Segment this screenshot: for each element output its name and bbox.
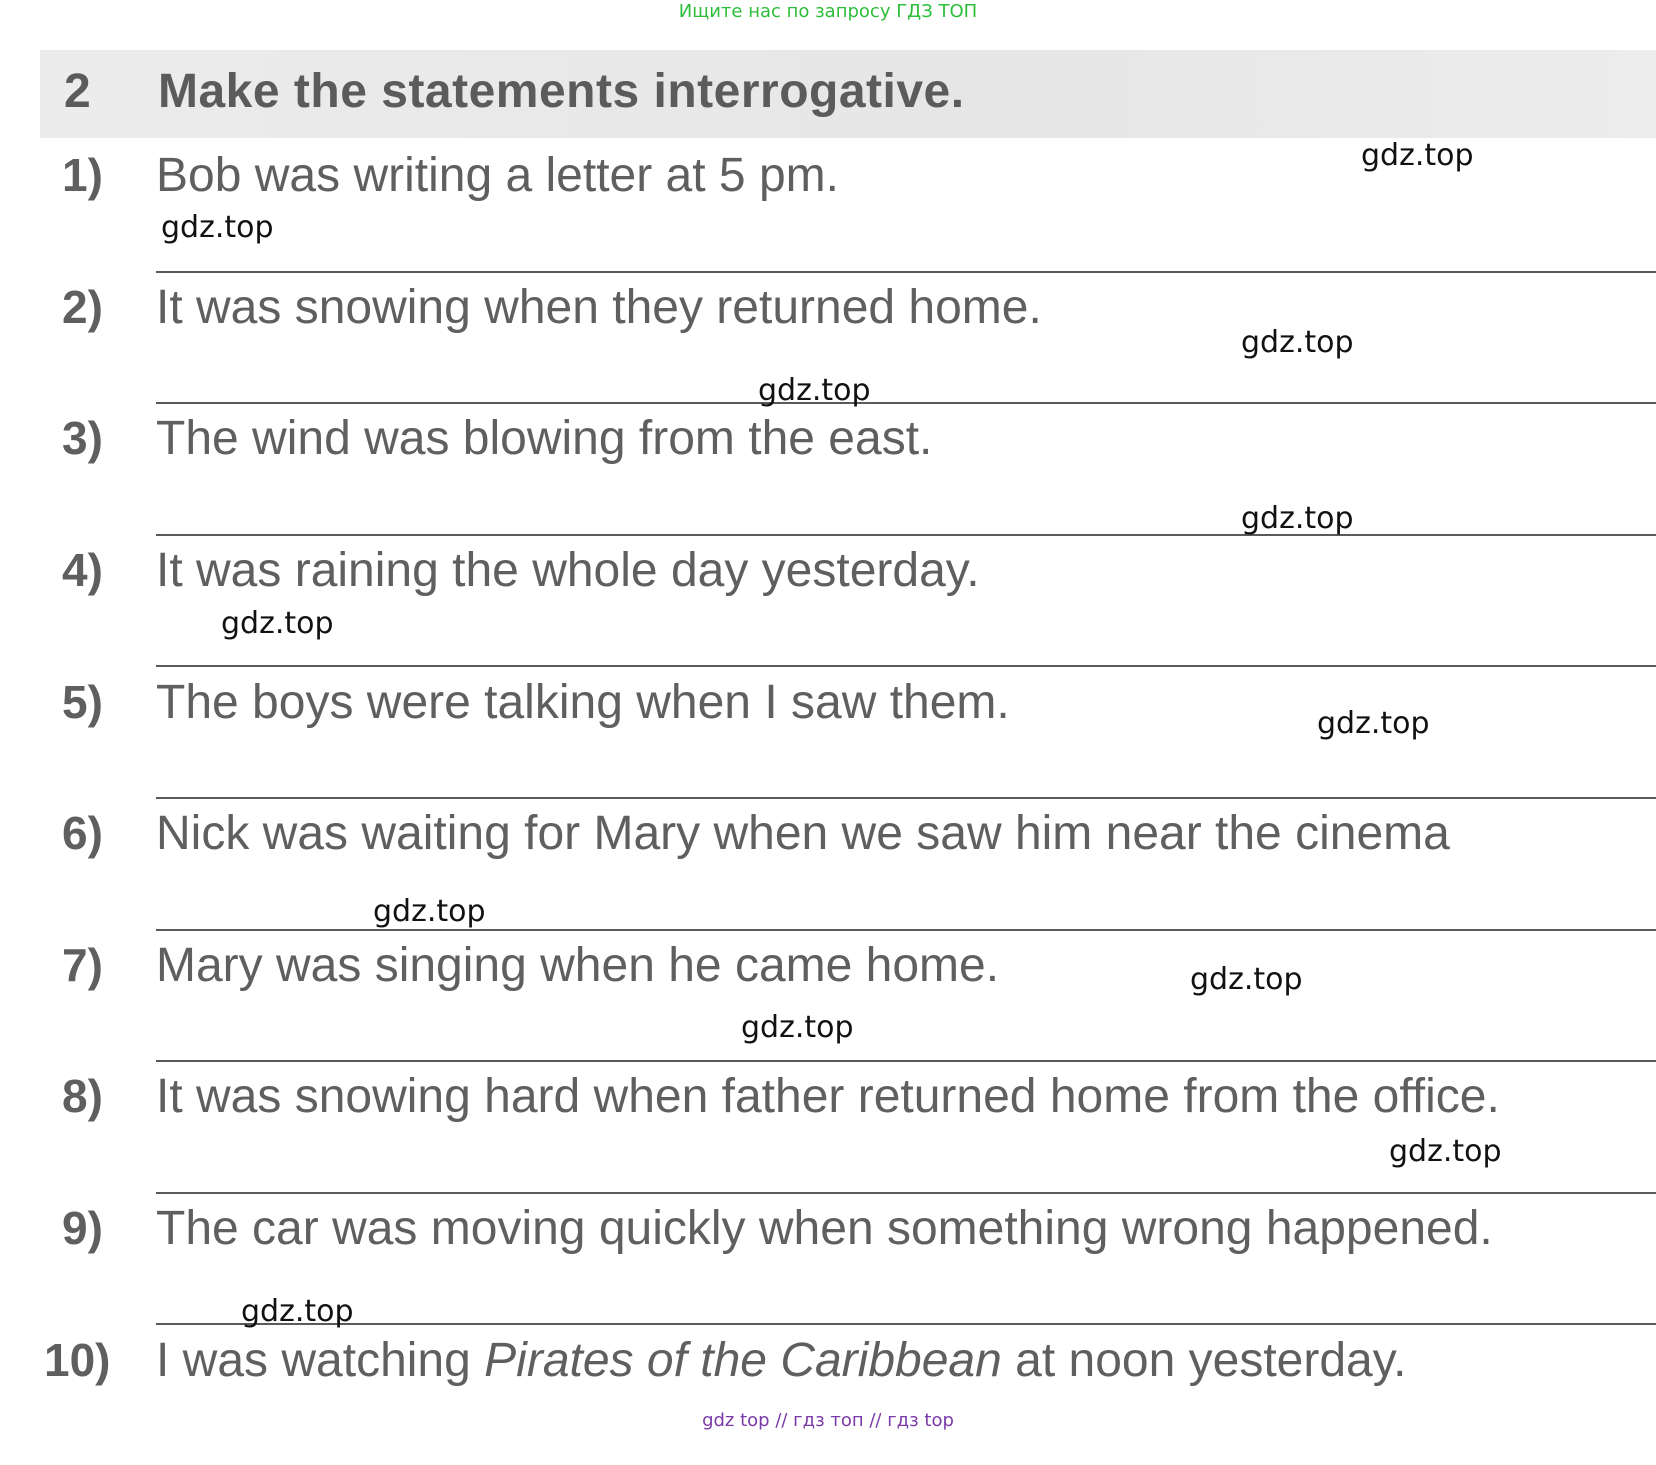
exercise-item-5 [0, 675, 1656, 807]
answer-line-5[interactable] [156, 797, 1656, 799]
answer-line-3[interactable] [156, 534, 1656, 536]
item-number: 5) [62, 676, 103, 728]
item-statement: The car was moving quickly when something wrong happened. [156, 1202, 1493, 1255]
item-number: 6) [62, 807, 103, 859]
watermark-text: gdz.top [1317, 706, 1430, 741]
top-note: Ищите нас по запросу ГДЗ ТОП [678, 1, 978, 22]
answer-line-7[interactable] [156, 1060, 1656, 1062]
item-statement: It was snowing hard when father returned home from the office. [156, 1070, 1500, 1123]
item-statement: The wind was blowing from the east. [156, 412, 933, 465]
watermark-text: gdz.top [241, 1294, 354, 1329]
item-statement: Nick was waiting for Mary when we saw him near the cinema [156, 807, 1450, 860]
watermark-text: gdz.top [373, 894, 486, 929]
watermark-text: gdz.top [1190, 962, 1303, 997]
exercise-title: Make the statements interrogative. [158, 65, 965, 118]
item-number: 4) [62, 544, 103, 596]
watermark-text: gdz.top [1389, 1134, 1502, 1169]
exercise-item-7 [0, 938, 1656, 1070]
item-number: 9) [62, 1202, 103, 1254]
item-text-before: I was watching [156, 1334, 485, 1387]
watermark-text: gdz.top [161, 210, 274, 245]
item-statement: The boys were talking when I saw them. [156, 676, 1010, 729]
answer-line-2[interactable] [156, 402, 1656, 404]
watermark-text: gdz.top [741, 1010, 854, 1045]
item-number: 7) [62, 939, 103, 991]
answer-line-9[interactable] [156, 1323, 1656, 1325]
item-number: 2) [62, 281, 103, 333]
answer-line-4[interactable] [156, 665, 1656, 667]
watermark-text: gdz.top [1241, 501, 1354, 536]
answer-line-6[interactable] [156, 929, 1656, 931]
item-statement: Bob was writing a letter at 5 pm. [156, 149, 839, 202]
watermark-text: gdz.top [1241, 325, 1354, 360]
exercise-number: 2 [64, 65, 91, 118]
item-statement: It was snowing when they returned home. [156, 281, 1042, 334]
answer-line-1[interactable] [156, 271, 1656, 273]
item-number: 10) [44, 1334, 111, 1386]
exercise-item-3 [0, 411, 1656, 543]
watermark-text: gdz.top [221, 606, 334, 641]
watermark-text: gdz.top [1361, 138, 1474, 173]
item-statement: Mary was singing when he came home. [156, 939, 1000, 992]
item-number: 8) [62, 1070, 103, 1122]
exercise-item-10 [0, 1333, 1656, 1465]
item-film-title: Pirates of the Caribbean [484, 1334, 1002, 1387]
item-statement: It was raining the whole day yesterday. [156, 544, 980, 597]
item-text-after: at noon yesterday. [1001, 1334, 1407, 1387]
answer-line-8[interactable] [156, 1192, 1656, 1194]
bottom-note: gdz top // гдз топ // гдз top [702, 1410, 954, 1431]
item-statement [156, 1333, 1407, 1388]
watermark-text: gdz.top [758, 373, 871, 408]
item-number: 3) [62, 412, 103, 464]
exercise-item-6 [0, 806, 1656, 938]
item-number: 1) [62, 149, 103, 201]
